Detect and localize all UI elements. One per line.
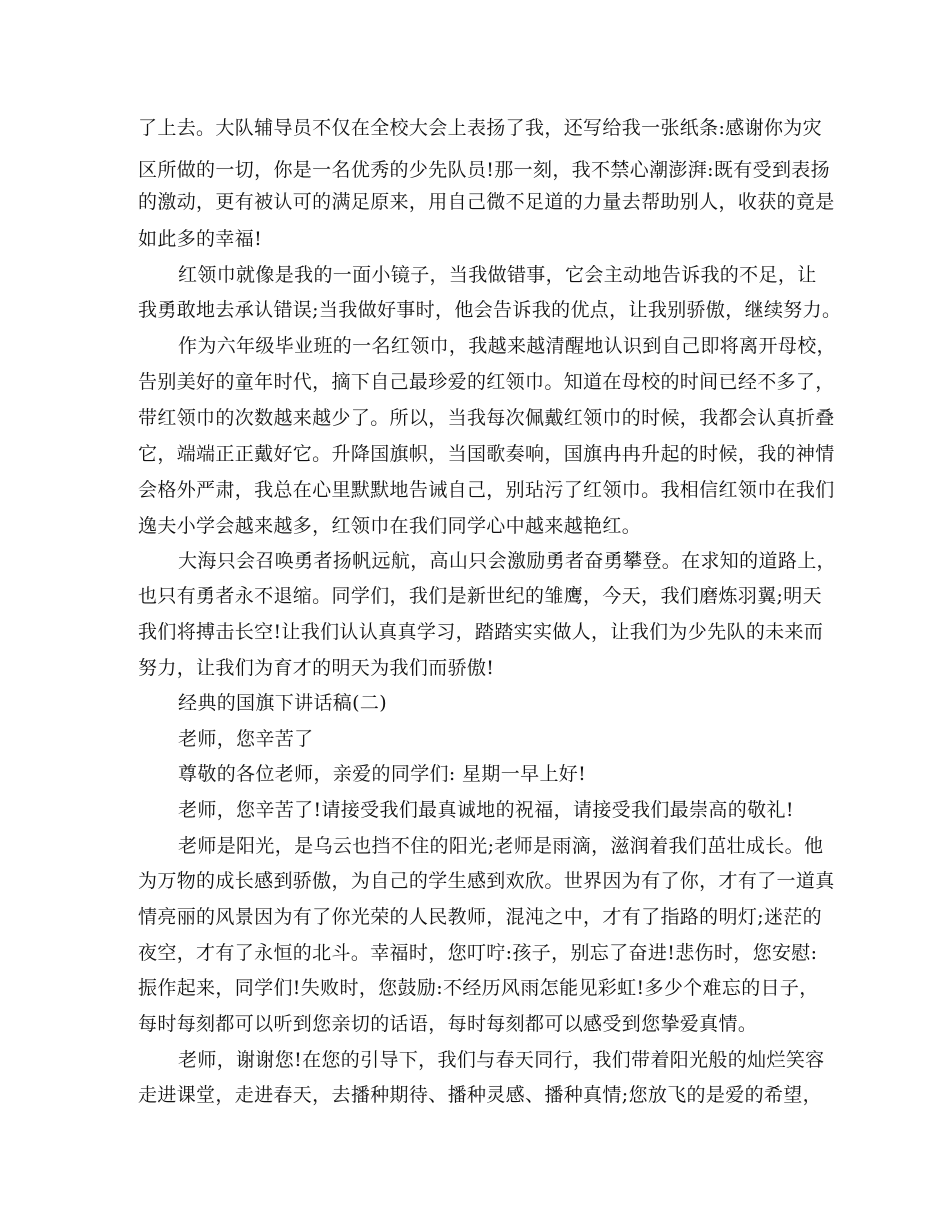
text-line: 带红领巾的次数越来越少了。所以，当我每次佩戴红领巾的时候，我都会认真折叠 [138,407,835,429]
text-line: 老师，您辛苦了!请接受我们最真诚地的祝福，请接受我们最崇高的敬礼! [178,799,794,821]
text-line: 每时每刻都可以听到您亲切的话语，每时每刻都可以感受到您挚爱真情。 [138,1013,758,1035]
text-line: 大海只会召唤勇者扬帆远航，高山只会激励勇者奋勇攀登。在求知的道路上， [178,550,836,572]
text-line: 也只有勇者永不退缩。同学们，我们是新世纪的雏鹰，今天，我们磨炼羽翼;明天 [138,585,823,607]
text-line: 作为六年级毕业班的一名红领巾，我越来越清醒地认识到自己即将离开母校， [178,335,836,357]
text-line: 红领巾就像是我的一面小镜子，当我做错事，它会主动地告诉我的不足，让 [178,264,817,286]
text-line: 它，端端正正戴好它。升降国旗帜，当国歌奏响，国旗冉冉升起的时候，我的神情 [138,443,835,465]
text-line: 老师是阳光，是乌云也挡不住的阳光;老师是雨滴，滋润着我们茁壮成长。他 [178,835,824,857]
text-line: 情亮丽的风景因为有了你光荣的人民教师，混沌之中，才有了指路的明灯;迷茫的 [138,906,823,928]
text-line: 振作起来，同学们!失败时，您鼓励:不经历风雨怎能见彩虹!多少个难忘的日子， [138,977,819,999]
text-line: 我们将搏击长空!让我们认认真真学习，踏踏实实做人，让我们为少先队的未来而 [138,621,824,643]
text-line: 走进课堂，走进春天，去播种期待、播种灵感、播种真情;您放飞的是爱的希望， [138,1084,823,1106]
text-line: 为万物的成长感到骄傲，为自己的学生感到欢欣。世界因为有了你，才有了一道真 [138,870,835,892]
text-line: 逸夫小学会越来越多，红领巾在我们同学心中越来越艳红。 [138,515,642,537]
text-line: 夜空，才有了永恒的北斗。幸福时，您叮咛:孩子，别忘了奋进!悲伤时，您安慰: [138,942,818,964]
text-line: 告别美好的童年时代，摘下自己最珍爱的红领巾。知道在母校的时间已经不多了， [138,371,835,393]
text-line: 区所做的一切，你是一名优秀的少先队员!那一刻，我不禁心潮澎湃:既有受到表扬 [138,159,830,181]
text-line: 努力，让我们为育才的明天为我们而骄傲! [138,657,495,679]
text-line: 老师，谢谢您!在您的引导下，我们与春天同行，我们带着阳光般的灿烂笑容 [178,1049,825,1071]
text-line: 的激动，更有被认可的满足原来，用自己微不足道的力量去帮助别人，收获的竟是 [138,191,835,213]
text-line: 老师，您辛苦了 [178,728,314,750]
text-line: 我勇敢地去承认错误;当我做好事时，他会告诉我的优点，让我别骄傲，继续努力。 [138,299,842,321]
text-line: 了上去。大队辅导员不仅在全校大会上表扬了我，还写给我一张纸条:感谢你为灾 [138,117,823,139]
text-line: 尊敬的各位老师，亲爱的同学们: 星期一早上好! [178,763,587,785]
section-heading: 经典的国旗下讲话稿(二) [178,692,388,714]
text-line: 如此多的幸福! [138,228,263,250]
text-line: 会格外严肃，我总在心里默默地告诫自己，别玷污了红领巾。我相信红领巾在我们 [138,479,835,501]
